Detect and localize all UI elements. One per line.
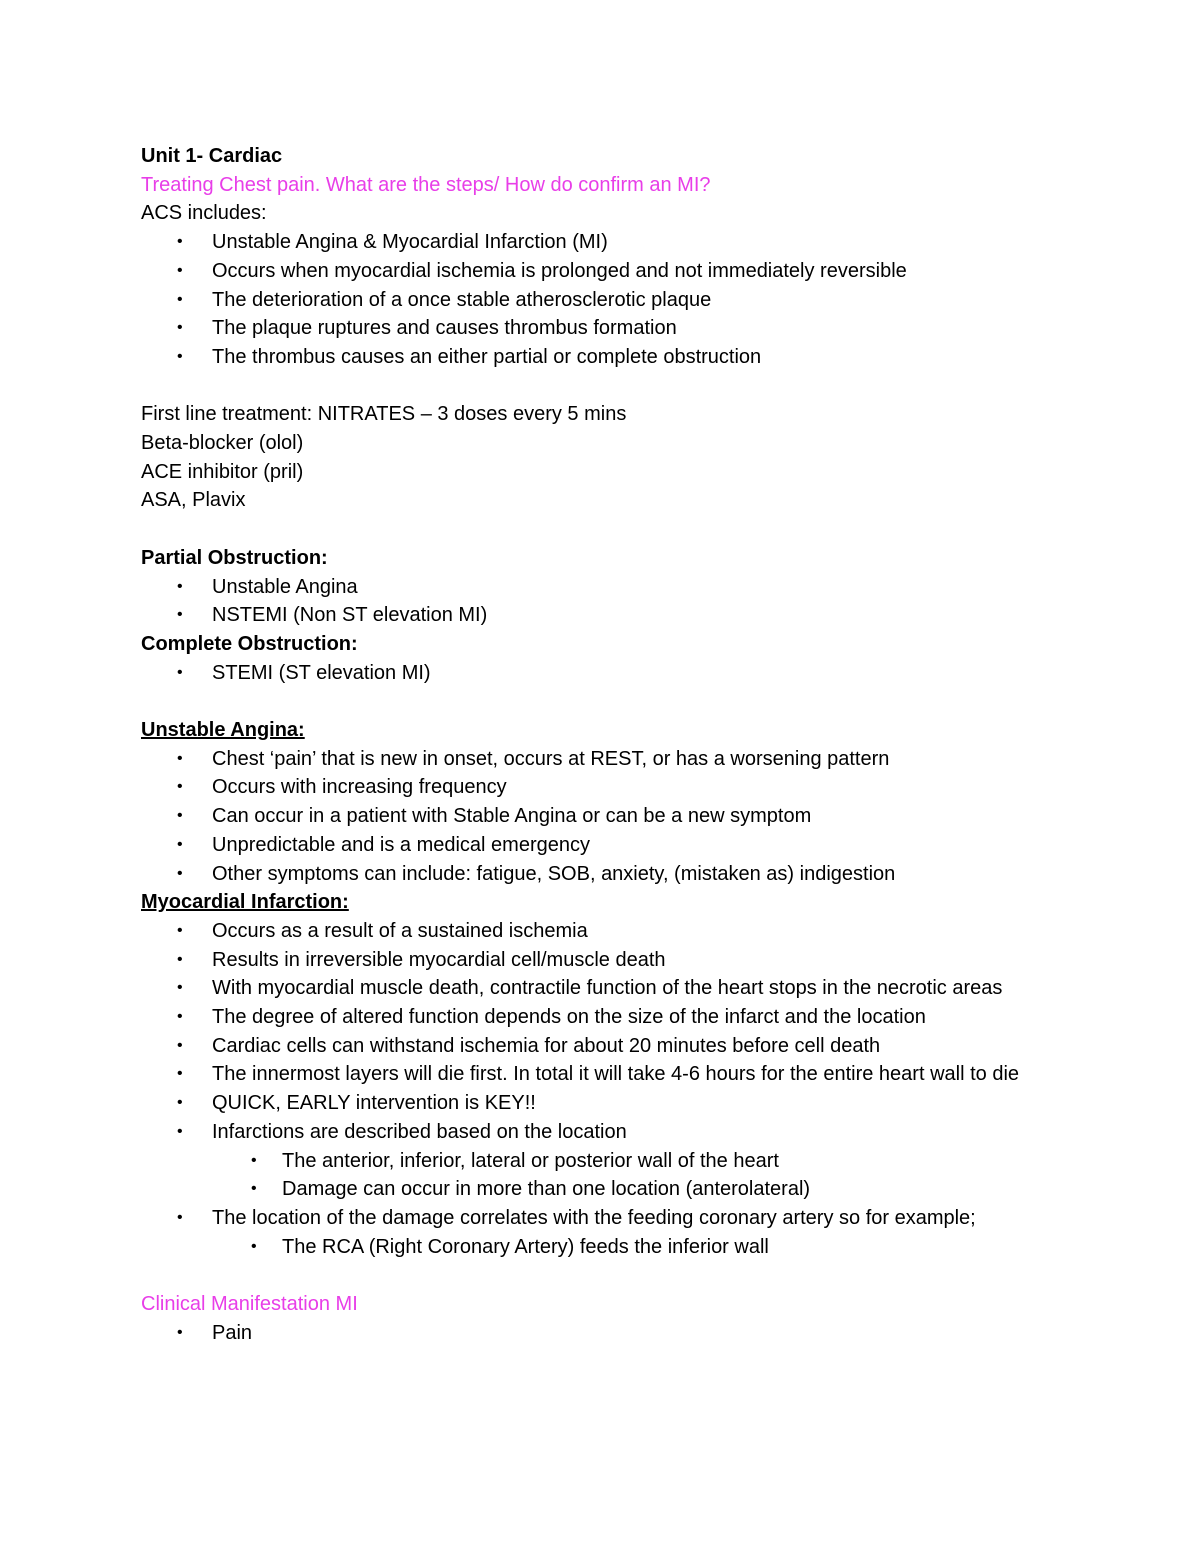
list-item: • Occurs as a result of a sustained ischemia [141, 917, 1061, 946]
document-page [141, 142, 1061, 1347]
acs-list [141, 228, 1061, 372]
list-item: • Results in irreversible myocardial cell/muscle death [141, 946, 1061, 975]
bullet-icon: • [177, 950, 183, 968]
myocardial-infarction-heading: Myocardial Infarction: [141, 891, 349, 914]
bullet-icon: • [177, 1008, 183, 1026]
list-item: • The location of the damage correlates with the feeding coronary artery so for example; [141, 1204, 1061, 1233]
list-item: • Infarctions are described based on the location [141, 1118, 1061, 1147]
list-item: • The innermost layers will die first. In total it will take 4-6 hours for the entire heart wall to die [141, 1060, 1061, 1089]
unstable-angina-heading: Unstable Angina: [141, 719, 305, 742]
bullet-icon: • [177, 1065, 183, 1083]
bullet-icon: • [177, 864, 183, 882]
list-item: • Occurs when myocardial ischemia is prolonged and not immediately reversible [141, 257, 1061, 286]
list-item: • Chest ‘pain’ that is new in onset, occurs at REST, or has a worsening pattern [141, 745, 1061, 774]
partial-obstruction-heading: Partial Obstruction: [141, 546, 328, 569]
myocardial-infarction-list [141, 917, 1061, 1261]
bullet-icon: • [177, 261, 183, 279]
bullet-icon: • [251, 1151, 257, 1169]
bullet-icon: • [177, 979, 183, 997]
list-item: • Pain [141, 1319, 1061, 1348]
bullet-icon: • [177, 1323, 183, 1341]
section-subtitle-treating-chest-pain: Treating Chest pain. What are the steps/ How do confirm an MI? [141, 173, 711, 196]
bullet-icon: • [177, 347, 183, 365]
complete-obstruction-heading: Complete Obstruction: [141, 632, 358, 655]
bullet-icon: • [177, 921, 183, 939]
list-item: • The degree of altered function depends on the size of the infarct and the location [141, 1003, 1061, 1032]
list-item: • Other symptoms can include: fatigue, SOB, anxiety, (mistaken as) indigestion [141, 860, 1061, 889]
bullet-icon: • [177, 1036, 183, 1054]
treatment-line-asa: ASA, Plavix [141, 489, 246, 512]
list-item: • Occurs with increasing frequency [141, 773, 1061, 802]
treatment-line-nitrates: First line treatment: NITRATES – 3 doses every 5 mins [141, 403, 627, 426]
bullet-icon: • [177, 290, 183, 308]
bullet-icon: • [177, 233, 183, 251]
complete-obstruction-list [141, 659, 1061, 688]
page-title: Unit 1- Cardiac [141, 145, 283, 167]
list-item: • The thrombus causes an either partial or complete obstruction [141, 343, 1061, 372]
list-item: • Cardiac cells can withstand ischemia for about 20 minutes before cell death [141, 1032, 1061, 1061]
list-item: • Unstable Angina & Myocardial Infarction (MI) [141, 228, 1061, 257]
spacer [141, 1261, 1061, 1290]
bullet-icon: • [177, 778, 183, 796]
spacer [141, 515, 1061, 544]
clinical-manifestation-list [141, 1319, 1061, 1348]
list-item: • The plaque ruptures and causes thrombus formation [141, 314, 1061, 343]
list-item: • Unstable Angina [141, 573, 1061, 602]
list-item: • The deterioration of a once stable atherosclerotic plaque [141, 286, 1061, 315]
bullet-icon: • [177, 1122, 183, 1140]
bullet-icon: • [177, 749, 183, 767]
bullet-icon: • [177, 663, 183, 681]
sub-list-item: • Damage can occur in more than one location (anterolateral) [141, 1175, 1061, 1204]
bullet-icon: • [251, 1180, 257, 1198]
list-item: • With myocardial muscle death, contractile function of the heart stops in the necrotic areas [141, 974, 1061, 1003]
bullet-icon: • [177, 319, 183, 337]
bullet-icon: • [177, 577, 183, 595]
bullet-icon: • [251, 1237, 257, 1255]
spacer [141, 687, 1061, 716]
sub-list-item: • The RCA (Right Coronary Artery) feeds the inferior wall [141, 1233, 1061, 1262]
spacer [141, 372, 1061, 401]
list-item: • QUICK, EARLY intervention is KEY!! [141, 1089, 1061, 1118]
treatment-line-ace-inhibitor: ACE inhibitor (pril) [141, 460, 304, 483]
clinical-manifestation-heading: Clinical Manifestation MI [141, 1293, 358, 1316]
sub-list-item: • The anterior, inferior, lateral or posterior wall of the heart [141, 1147, 1061, 1176]
list-item: • NSTEMI (Non ST elevation MI) [141, 601, 1061, 630]
list-item: • Unpredictable and is a medical emergency [141, 831, 1061, 860]
bullet-icon: • [177, 807, 183, 825]
partial-obstruction-list [141, 573, 1061, 630]
list-item: • STEMI (ST elevation MI) [141, 659, 1061, 688]
bullet-icon: • [177, 835, 183, 853]
bullet-icon: • [177, 606, 183, 624]
list-item: • Can occur in a patient with Stable Angina or can be a new symptom [141, 802, 1061, 831]
unstable-angina-list [141, 745, 1061, 889]
bullet-icon: • [177, 1208, 183, 1226]
treatment-line-beta-blocker: Beta-blocker (olol) [141, 432, 304, 455]
bullet-icon: • [177, 1094, 183, 1112]
acs-intro: ACS includes: [141, 202, 267, 225]
